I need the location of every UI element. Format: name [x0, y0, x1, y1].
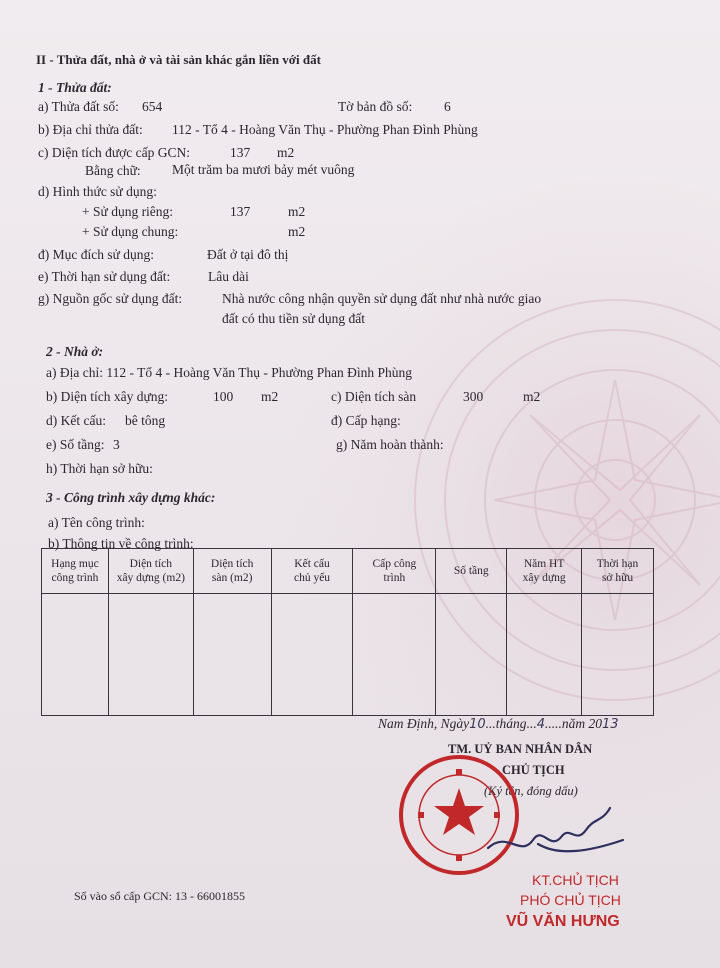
- column-header-grade: Cấp công trình: [353, 549, 436, 594]
- land-heading: 1 - Thửa đất:: [38, 80, 112, 95]
- column-header-build-area: Diện tích xây dựng (m2): [108, 549, 193, 594]
- shared-use-unit: m2: [288, 224, 306, 239]
- column-header-item: Hạng mục công trình: [42, 549, 109, 594]
- table-cell: [353, 594, 436, 716]
- column-header-structure: Kết cấu chủ yếu: [271, 549, 353, 594]
- registry-number: 13 - 66001855: [175, 889, 245, 903]
- certified-area-label: c) Diện tích được cấp GCN:: [38, 145, 191, 160]
- table-cell: [42, 594, 109, 716]
- build-area-value: 100: [213, 389, 234, 404]
- private-use-label: + Sử dụng riêng:: [82, 204, 174, 219]
- works-table: [41, 548, 654, 716]
- table-cell: [271, 594, 353, 716]
- build-area-label: b) Diện tích xây dựng:: [46, 389, 169, 404]
- column-header-completion-year: Năm HT xây dựng: [507, 549, 582, 594]
- date-month-label: tháng: [495, 716, 527, 731]
- ownership-term-label: h) Thời hạn sở hữu:: [46, 461, 153, 476]
- area-in-words: Một trăm ba mươi bảy mét vuông: [172, 162, 355, 177]
- floor-area-label: c) Diện tích sàn: [331, 389, 417, 404]
- parcel-label: a) Thửa đất số:: [38, 99, 119, 114]
- column-header-ownership-term: Thời hạn sở hữu: [582, 549, 654, 594]
- purpose-value: Đất ở tại đô thị: [207, 247, 289, 262]
- private-use-unit: m2: [288, 204, 306, 219]
- column-header-floors: Số tầng: [436, 549, 507, 594]
- date-line: Nam Định, Ngày10...tháng...4.....năm 2013: [378, 716, 619, 732]
- table-row: [42, 594, 654, 716]
- date-month: 4: [536, 717, 545, 732]
- grade-label: đ) Cấp hạng:: [331, 413, 401, 428]
- vice-chairman-line: PHÓ CHỦ TỊCH: [520, 892, 621, 908]
- work-name-label: a) Tên công trình:: [48, 515, 145, 530]
- shared-use-label: + Sử dụng chung:: [82, 224, 179, 239]
- house-heading: 2 - Nhà ở:: [46, 344, 104, 359]
- table-header-row: [42, 549, 654, 594]
- use-form-label: d) Hình thức sử dụng:: [38, 184, 157, 199]
- date-day: 10: [469, 717, 486, 732]
- certified-area-unit: m2: [277, 145, 295, 160]
- date-prefix: Nam Định, Ngày: [378, 716, 470, 731]
- floor-area-unit: m2: [523, 389, 541, 404]
- signer-name: VŨ VĂN HƯNG: [506, 913, 620, 930]
- floors-label: e) Số tầng:: [46, 437, 105, 452]
- private-use-value: 137: [230, 204, 251, 219]
- origin-label: g) Nguồn gốc sử dụng đất:: [38, 291, 183, 306]
- registry-label: Số vào sổ cấp GCN:: [74, 889, 172, 903]
- map-sheet-label: Tờ bản đồ số:: [338, 99, 413, 114]
- floor-area-value: 300: [463, 389, 484, 404]
- origin-line-1: Nhà nước công nhận quyền sử dụng đất như nhà nước giao: [222, 291, 542, 306]
- parcel-address: 112 - Tổ 4 - Hoàng Văn Thụ - Phường Phan Đình Phùng: [172, 122, 478, 137]
- org-line: TM. UỶ BAN NHÂN DÂN: [448, 742, 593, 756]
- term-value: Lâu dài: [208, 269, 249, 284]
- column-header-floor-area: Diện tích sàn (m2): [193, 549, 271, 594]
- structure-label: d) Kết cấu:: [46, 413, 106, 428]
- section-title: II - Thửa đất, nhà ở và tài sản khác gắn liền với đất: [36, 52, 321, 67]
- table-cell: [507, 594, 582, 716]
- floors-value: 3: [113, 437, 120, 452]
- table-cell: [582, 594, 654, 716]
- table-cell: [193, 594, 271, 716]
- table-cell: [108, 594, 193, 716]
- term-label: e) Thời hạn sử dụng đất:: [38, 269, 171, 284]
- house-address: a) Địa chỉ: 112 - Tổ 4 - Hoàng Văn Thụ - Phường Phan Đình Phùng: [46, 365, 413, 380]
- completion-label: g) Năm hoàn thành:: [336, 437, 444, 452]
- date-year-label: năm 20: [561, 716, 602, 731]
- work-info-label: b) Thông tin về công trình:: [48, 536, 194, 551]
- chairman-line: CHỦ TỊCH: [502, 763, 565, 777]
- sign-note: (Ký tên, đóng dấu): [484, 784, 578, 798]
- origin-line-2: đất có thu tiền sử dụng đất: [222, 311, 366, 326]
- structure-value: bê tông: [125, 413, 166, 428]
- purpose-label: đ) Mục đích sử dụng:: [38, 247, 155, 262]
- certified-area-value: 137: [230, 145, 251, 160]
- date-year: 13: [601, 717, 619, 732]
- registry-line: [74, 888, 245, 904]
- kt-chairman-line: KT.CHỦ TỊCH: [532, 872, 619, 888]
- area-in-words-label: Bằng chữ:: [85, 163, 141, 178]
- parcel-address-label: b) Địa chỉ thửa đất:: [38, 122, 143, 137]
- other-works-heading: 3 - Công trình xây dựng khác:: [46, 490, 216, 505]
- parcel-number: 654: [142, 99, 163, 114]
- build-area-unit: m2: [261, 389, 279, 404]
- map-sheet-number: 6: [444, 99, 451, 114]
- handwritten-signature-icon: [478, 800, 628, 870]
- table-cell: [436, 594, 507, 716]
